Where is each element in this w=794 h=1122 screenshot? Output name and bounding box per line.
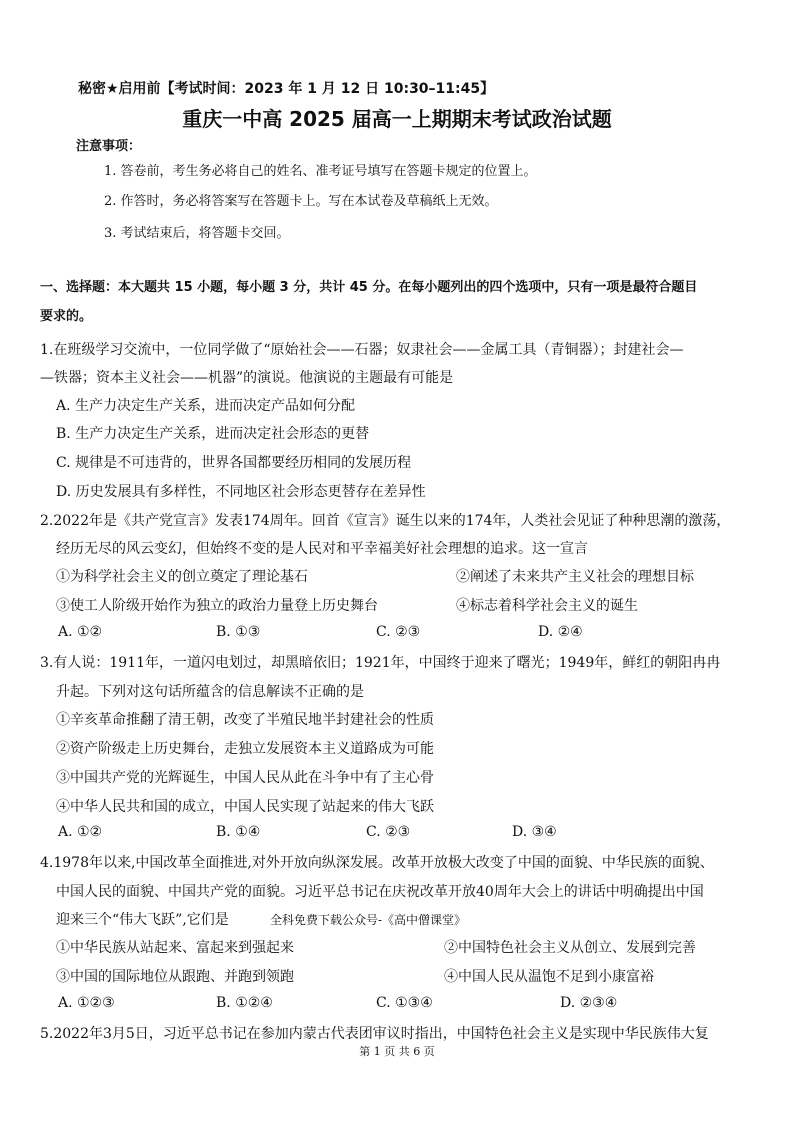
q1-option-d: D. 历史发展具有多样性，不同地区社会形态更替存在差异性 bbox=[56, 484, 426, 500]
note-item: 2. 作答时，务必将答案写在答题卡上。写在本试卷及草稿纸上无效。 bbox=[104, 194, 498, 209]
q4-option-c: C. ①③④ bbox=[376, 995, 433, 1011]
question-1-stem: 1.在班级学习交流中，一位同学做了“原始社会——石器；奴隶社会——金属工具（青铜器）；封建社会— bbox=[40, 342, 684, 358]
q3-option-d: D. ③④ bbox=[512, 824, 557, 840]
q4-statement-4: ④中国人民从温饱不足到小康富裕 bbox=[444, 969, 654, 985]
q4-option-d: D. ②③④ bbox=[560, 995, 618, 1011]
q3-statement-4: ④中华人民共和国的成立，中国人民实现了站起来的伟大飞跃 bbox=[56, 799, 434, 815]
section-heading: 一、选择题：本大题共 15 小题，每小题 3 分，共计 45 分。在每小题列出的四个选项中，只有一项是最符合题目 bbox=[40, 280, 698, 295]
q3-option-a: A. ①② bbox=[58, 824, 103, 840]
question-4-stem-end: 迎来三个“伟大飞跃”,它们是 bbox=[56, 912, 229, 928]
q4-option-b: B. ①②④ bbox=[216, 995, 273, 1011]
exam-header: 秘密★启用前【考试时间：2023 年 1 月 12 日 10:30–11:45】 bbox=[78, 81, 495, 97]
q4-option-a: A. ①②③ bbox=[58, 995, 115, 1011]
q2-option-d: D. ②④ bbox=[538, 624, 583, 640]
q2-option-c: C. ②③ bbox=[376, 624, 421, 640]
q2-statement-1: ①为科学社会主义的创立奠定了理论基石 bbox=[56, 569, 308, 585]
q2-statement-3: ③使工人阶级开始作为独立的政治力量登上历史舞台 bbox=[56, 598, 378, 614]
q4-statement-1: ①中华民族从站起来、富起来到强起来 bbox=[56, 940, 294, 956]
q3-option-b: B. ①④ bbox=[216, 824, 261, 840]
q1-option-c: C. 规律是不可违背的，世界各国都要经历相同的发展历程 bbox=[56, 455, 412, 471]
q4-statement-3: ③中国的国际地位从跟跑、并跑到领跑 bbox=[56, 969, 294, 985]
question-2-stem: 2.2022年是《共产党宣言》发表174周年。回首《宣言》诞生以来的174年，人类社会见证了种种思潮的激荡， bbox=[40, 513, 731, 529]
question-5-stem: 5.2022年3月5日，习近平总书记在参加内蒙古代表团审议时指出，中国特色社会主义是实现中华民族伟大复 bbox=[40, 1026, 709, 1042]
note-item: 1. 答卷前，考生务必将自己的姓名、准考证号填写在答题卡规定的位置上。 bbox=[104, 164, 537, 179]
question-2-stem-cont: 经历无尽的风云变幻，但始终不变的是人民对和平幸福美好社会理想的追求。这一宣言 bbox=[56, 541, 588, 557]
q1-option-a: A. 生产力决定生产关系，进而决定产品如何分配 bbox=[56, 398, 356, 414]
watermark-text: 全科免费下载公众号-《高中僧课堂》 bbox=[270, 913, 467, 927]
section-heading-cont: 要求的。 bbox=[40, 309, 93, 324]
q3-statement-1: ①辛亥革命推翻了清王朝，改变了半殖民地半封建社会的性质 bbox=[56, 712, 434, 728]
q3-option-c: C. ②③ bbox=[366, 824, 411, 840]
q2-statement-4: ④标志着科学社会主义的诞生 bbox=[456, 598, 638, 614]
q3-statement-3: ③中国共产党的光辉诞生，中国人民从此在斗争中有了主心骨 bbox=[56, 770, 434, 786]
q1-option-b: B. 生产力决定生产关系，进而决定社会形态的更替 bbox=[56, 426, 370, 442]
q4-statement-2: ②中国特色社会主义从创立、发展到完善 bbox=[444, 940, 696, 956]
note-item: 3. 考试结束后，将答题卡交回。 bbox=[104, 226, 290, 241]
question-4-stem: 4.1978年以来,中国改革全面推进,对外开放向纵深发展。改革开放极大改变了中国的面貌、中华民族的面貌、 bbox=[40, 855, 714, 871]
question-1-stem-cont: —铁器；资本主义社会——机器”的演说。他演说的主题最有可能是 bbox=[40, 370, 454, 386]
page-footer: 第 1 页 共 6 页 bbox=[359, 1045, 435, 1058]
page-title: 重庆一中高 2025 届高一上期期末考试政治试题 bbox=[182, 107, 612, 131]
question-3-stem: 3.有人说：1911年，一道闪电划过，却黑暗依旧；1921年，中国终于迎来了曙光；1949年，鲜红的朝阳冉冉 bbox=[40, 655, 721, 671]
q2-statement-2: ②阐述了未来共产主义社会的理想目标 bbox=[456, 569, 694, 585]
q2-option-a: A. ①② bbox=[58, 624, 103, 640]
q2-option-b: B. ①③ bbox=[216, 624, 261, 640]
notes-heading: 注意事项： bbox=[76, 139, 142, 154]
q3-statement-2: ②资产阶级走上历史舞台，走独立发展资本主义道路成为可能 bbox=[56, 741, 434, 757]
question-3-stem-cont: 升起。下列对这句话所蕴含的信息解读不正确的是 bbox=[56, 684, 364, 700]
question-4-stem-cont: 中国人民的面貌、中国共产党的面貌。习近平总书记在庆祝改革开放40周年大会上的讲话中明确提出中国 bbox=[56, 884, 704, 900]
